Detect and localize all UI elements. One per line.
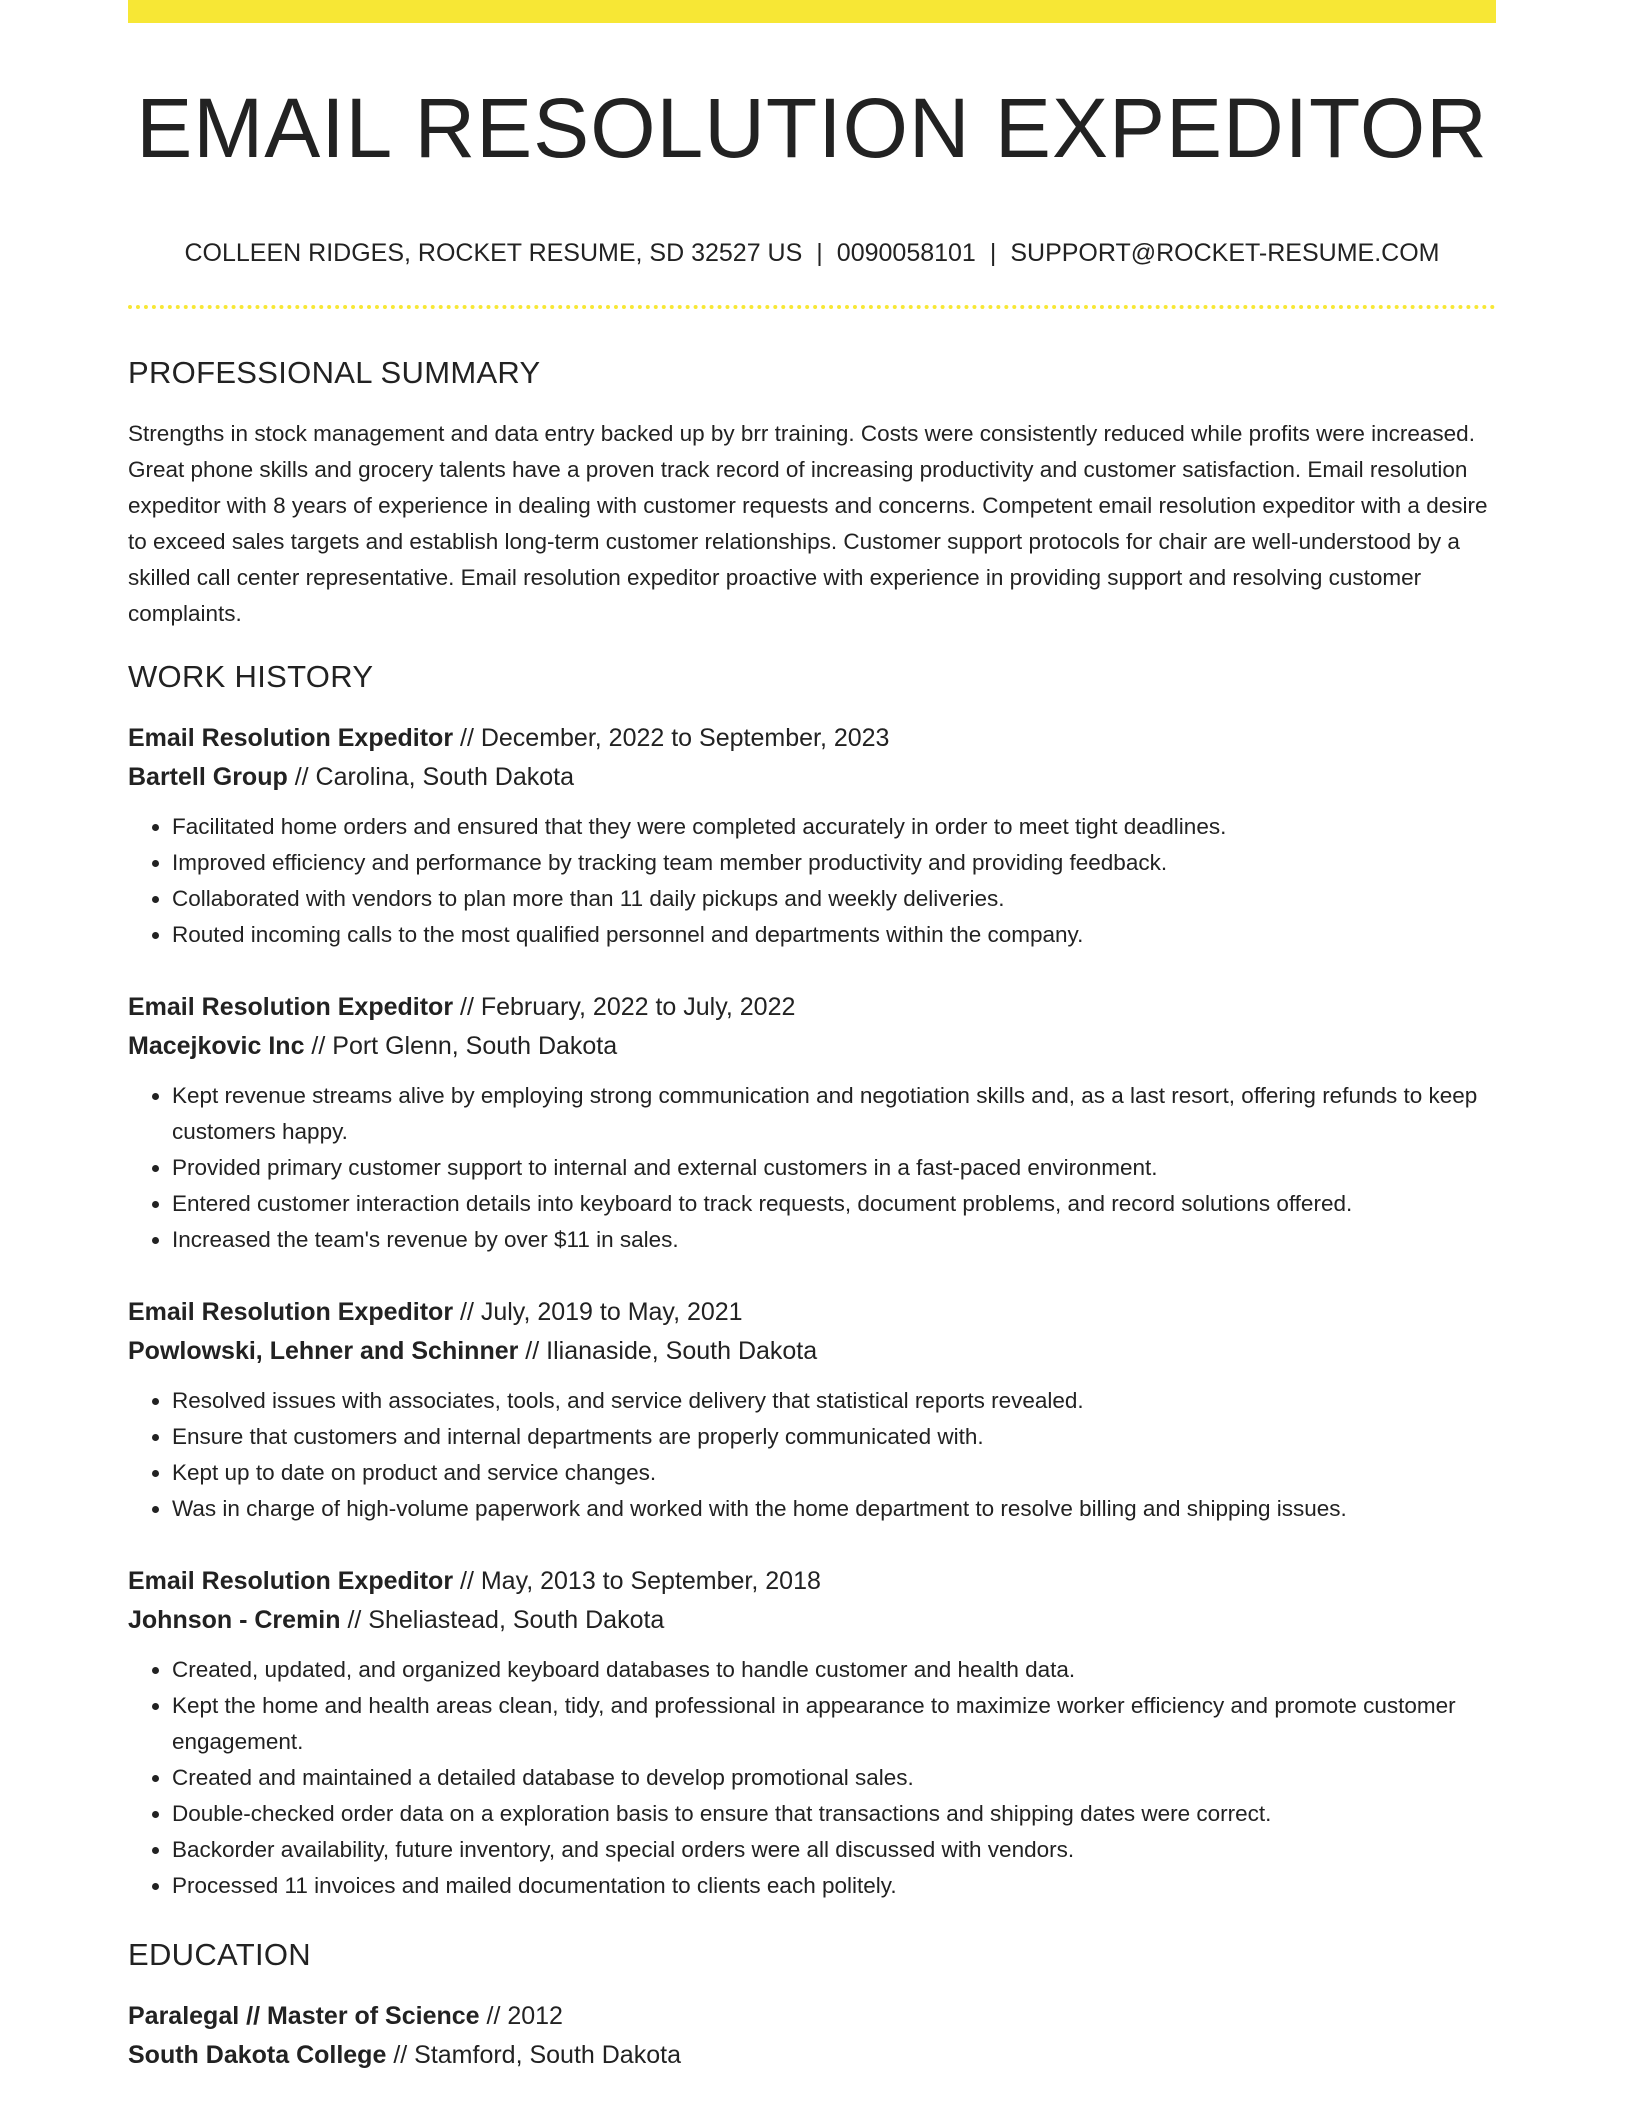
job-bullets <box>128 1078 1496 1258</box>
job-title: Email Resolution Expeditor <box>128 724 454 752</box>
job-title-line <box>128 1293 1496 1332</box>
contact-separator: | <box>816 239 823 267</box>
education-heading: EDUCATION <box>128 1937 311 1972</box>
education-school: South Dakota College <box>128 2041 387 2069</box>
contact-address: COLLEEN RIDGES, ROCKET RESUME, SD 32527 US <box>184 239 803 267</box>
job-title-line <box>128 719 1496 758</box>
job-entry <box>128 1562 1496 1904</box>
job-title-line <box>128 988 1496 1027</box>
job-bullet: • Ensure that customers and internal departments are properly communicated with. <box>172 1419 1496 1455</box>
job-bullet: • Processed 11 invoices and mailed documentation to clients each politely. <box>172 1868 1496 1904</box>
job-bullet: • Provided primary customer support to internal and external customers in a fast-paced environment. <box>172 1150 1496 1186</box>
job-bullet: • Routed incoming calls to the most qualified personnel and departments within the company. <box>172 917 1496 953</box>
job-bullet: • Resolved issues with associates, tools, and service delivery that statistical reports revealed. <box>172 1383 1496 1419</box>
job-entry <box>128 988 1496 1258</box>
job-company: Johnson - Cremin <box>128 1606 341 1634</box>
job-entry <box>128 1293 1496 1527</box>
job-title-line <box>128 1562 1496 1601</box>
job-company-line <box>128 1601 1496 1640</box>
job-title: Email Resolution Expeditor <box>128 1298 454 1326</box>
resume-title: EMAIL RESOLUTION EXPEDITOR <box>136 81 1488 175</box>
job-title: Email Resolution Expeditor <box>128 1567 454 1595</box>
job-bullets <box>128 809 1496 953</box>
job-bullet: • Entered customer interaction details into keyboard to track requests, document problems, and record solutions offered. <box>172 1186 1496 1222</box>
job-company: Bartell Group <box>128 763 288 791</box>
contact-line <box>128 236 1496 270</box>
job-bullet: • Created, updated, and organized keyboard databases to handle customer and health data. <box>172 1652 1496 1688</box>
job-company: Macejkovic Inc <box>128 1032 305 1060</box>
job-location: // Ilianaside, South Dakota <box>518 1337 818 1365</box>
job-bullet: • Collaborated with vendors to plan more than 11 daily pickups and weekly deliveries. <box>172 881 1496 917</box>
contact-separator: | <box>989 239 997 267</box>
contact-phone: 0090058101 <box>836 239 976 267</box>
job-bullet: • Increased the team's revenue by over $11 in sales. <box>172 1222 1496 1258</box>
education-entry <box>128 1997 1496 2075</box>
job-bullet: • Kept the home and health areas clean, tidy, and professional in appearance to maximize worker efficiency and promote customer engagement. <box>172 1688 1496 1760</box>
accent-top-bar <box>128 0 1496 23</box>
education-school-line <box>128 2036 1496 2075</box>
job-company-line <box>128 1027 1496 1066</box>
job-bullet: • Kept up to date on product and service changes. <box>172 1455 1496 1491</box>
job-bullets <box>128 1652 1496 1904</box>
job-bullet: • Improved efficiency and performance by tracking team member productivity and providing feedback. <box>172 845 1496 881</box>
contact-email: SUPPORT@ROCKET-RESUME.COM <box>1010 239 1440 267</box>
job-bullet: • Kept revenue streams alive by employing strong communication and negotiation skills and, as a last resort, offering refunds to keep customers happy. <box>172 1078 1496 1150</box>
job-location: // Sheliastead, South Dakota <box>340 1606 665 1634</box>
summary-heading: PROFESSIONAL SUMMARY <box>128 355 541 390</box>
education-degree-line <box>128 1997 1496 2036</box>
dotted-divider <box>128 305 1496 309</box>
summary-text: Strengths in stock management and data entry backed up by brr training. Costs were consistently reduced while profits were increased. Great phone skills and grocery talents have a proven track record of increasing productivity and customer satisfaction. Email resolution expeditor with 8 years of experience in dealing with customer requests and concerns. Competent email resolution expeditor with a desire to exceed sales targets and establish long-term customer relationships. Customer support protocols for chair are well-understood by a skilled call center representative. Email resolution expeditor proactive with experience in providing support and resolving customer complaints. <box>128 421 1488 626</box>
job-location: // Port Glenn, South Dakota <box>304 1032 618 1060</box>
job-dates: // July, 2019 to May, 2021 <box>453 1298 743 1326</box>
job-dates: // May, 2013 to September, 2018 <box>453 1567 821 1595</box>
job-bullets <box>128 1383 1496 1527</box>
education-year: // 2012 <box>479 2002 563 2030</box>
job-dates: // February, 2022 to July, 2022 <box>453 993 796 1021</box>
work-history-heading: WORK HISTORY <box>128 659 374 694</box>
job-bullet: • Facilitated home orders and ensured that they were completed accurately in order to meet tight deadlines. <box>172 809 1496 845</box>
job-dates: // December, 2022 to September, 2023 <box>453 724 890 752</box>
job-bullet: • Backorder availability, future inventory, and special orders were all discussed with vendors. <box>172 1832 1496 1868</box>
education-location: // Stamford, South Dakota <box>386 2041 681 2069</box>
job-location: // Carolina, South Dakota <box>287 763 575 791</box>
job-entry <box>128 719 1496 953</box>
job-title: Email Resolution Expeditor <box>128 993 454 1021</box>
job-bullet: • Double-checked order data on a exploration basis to ensure that transactions and shipping dates were correct. <box>172 1796 1496 1832</box>
job-company-line <box>128 1332 1496 1371</box>
education-degree: Paralegal // Master of Science <box>128 2002 480 2030</box>
job-company-line <box>128 758 1496 797</box>
job-bullet: • Was in charge of high-volume paperwork and worked with the home department to resolve billing and shipping issues. <box>172 1491 1496 1527</box>
job-bullet: • Created and maintained a detailed database to develop promotional sales. <box>172 1760 1496 1796</box>
job-company: Powlowski, Lehner and Schinner <box>128 1337 519 1365</box>
